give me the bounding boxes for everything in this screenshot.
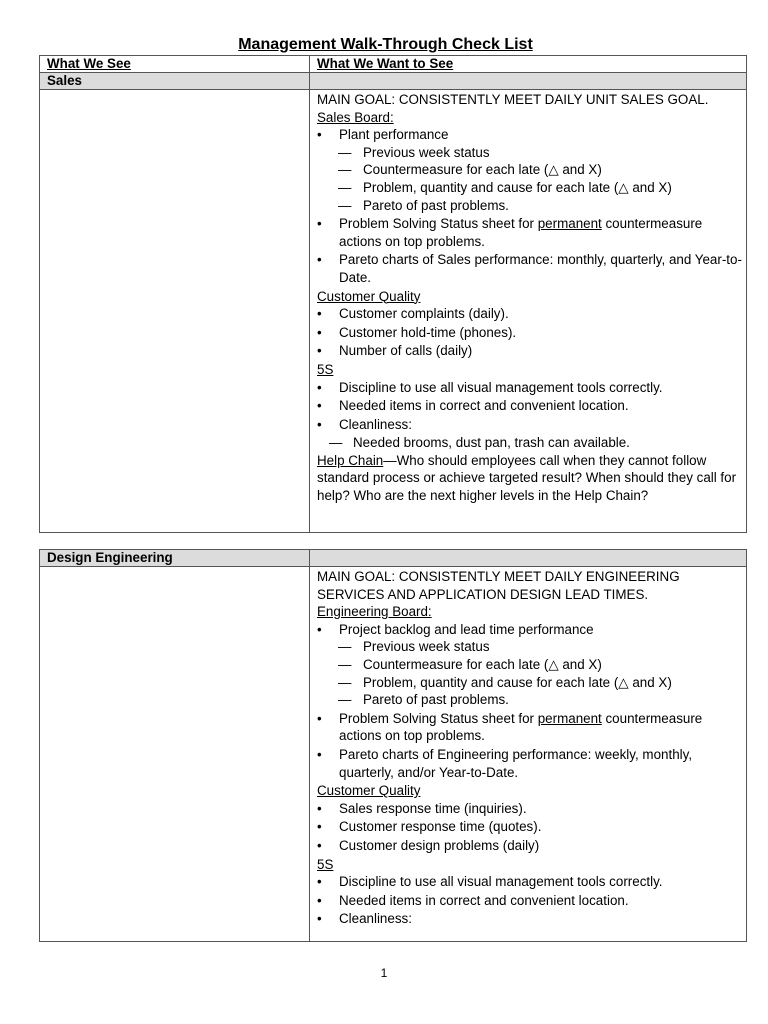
help-chain-heading: Help Chain: [317, 452, 384, 468]
list-item: — Needed brooms, dust pan, trash can available.: [317, 434, 746, 452]
help-chain-text: —Who should employees call when they cannot follow standard process or achieve targeted result? When should they call for help? Who are the next higher levels in the Help Chain?: [317, 452, 737, 504]
list-item: • Pareto charts of Engineering performance: weekly, monthly, quarterly, and/or Year-to-Date.: [317, 746, 746, 781]
engineering-content-row: [40, 567, 747, 942]
list-item: • Discipline to use all visual management tools correctly.: [317, 873, 746, 891]
column-header-what-we-see: What We See: [40, 56, 310, 73]
list-item: • Cleanliness:: [317, 910, 746, 928]
column-header-row: [40, 56, 747, 73]
engineering-what-we-see-cell: [40, 567, 310, 942]
list-item: — Previous week status: [317, 638, 746, 656]
cleanliness-sublist: [317, 434, 746, 452]
page-number: 1: [380, 966, 388, 980]
sales-checklist-table: [39, 55, 747, 533]
list-item: — Countermeasure for each late (△ and X): [317, 656, 746, 674]
engineering-board-list: [317, 621, 746, 781]
section-row-sales: [40, 73, 747, 90]
customer-quality-heading: Customer Quality: [317, 288, 421, 304]
customer-quality-list: [317, 305, 746, 360]
customer-quality-list: [317, 800, 746, 855]
section-title-sales: Sales: [40, 73, 310, 90]
permanent-emphasis: permanent: [537, 710, 602, 726]
engineering-board-heading: Engineering Board:: [317, 604, 432, 620]
problem-solving-text: Problem Solving Status sheet for: [339, 710, 538, 726]
list-item: • Needed items in correct and convenient location.: [317, 397, 746, 415]
sales-what-we-see-cell: [40, 90, 310, 533]
help-chain-paragraph: [317, 452, 746, 505]
list-item: • Customer design problems (daily): [317, 837, 746, 855]
list-item: • Needed items in correct and convenient location.: [317, 892, 746, 910]
list-item: [317, 126, 746, 214]
list-item: [317, 621, 746, 709]
list-item: — Countermeasure for each late (△ and X): [317, 161, 746, 179]
section-blank-cell: [310, 73, 747, 90]
list-item: • Pareto charts of Sales performance: monthly, quarterly, and Year-to-Date.: [317, 251, 746, 286]
problem-solving-text-end: countermeasure actions on top problems.: [339, 710, 703, 744]
list-item: • Customer response time (quotes).: [317, 818, 746, 836]
plant-performance-text: Plant performance: [339, 127, 449, 143]
list-item: — Pareto of past problems.: [317, 197, 746, 215]
sales-content-row: [40, 90, 747, 533]
engineering-what-we-want-cell: [310, 567, 747, 942]
list-item: — Previous week status: [317, 144, 746, 162]
problem-solving-text: Problem Solving Status sheet for: [339, 216, 538, 232]
list-item: [317, 215, 746, 250]
list-item: — Problem, quantity and cause for each late (△ and X): [317, 179, 746, 197]
list-item: • Cleanliness:: [317, 416, 746, 434]
list-item: [317, 710, 746, 745]
column-header-what-we-want: What We Want to See: [310, 56, 747, 73]
list-item: — Problem, quantity and cause for each late (△ and X): [317, 674, 746, 692]
sales-board-list: [317, 126, 746, 286]
customer-quality-heading: Customer Quality: [317, 783, 421, 799]
list-item: • Discipline to use all visual management tools correctly.: [317, 379, 746, 397]
project-backlog-text: Project backlog and lead time performance: [339, 621, 594, 637]
sales-what-we-want-cell: [310, 90, 747, 533]
engineering-checklist-table: [39, 549, 747, 942]
section-row-design-engineering: [40, 550, 747, 567]
fives-heading: 5S: [317, 856, 334, 872]
section-title-design-engineering: Design Engineering: [40, 550, 310, 567]
section-blank-cell: [310, 550, 747, 567]
page-title: Management Walk-Through Check List: [238, 36, 533, 53]
project-backlog-sublist: [317, 638, 746, 708]
fives-list: [317, 379, 746, 434]
fives-list: [317, 873, 746, 928]
list-item: — Pareto of past problems.: [317, 691, 746, 709]
list-item: • Sales response time (inquiries).: [317, 800, 746, 818]
fives-heading: 5S: [317, 361, 334, 377]
list-item: • Customer complaints (daily).: [317, 305, 746, 323]
permanent-emphasis: permanent: [537, 216, 602, 232]
problem-solving-text-end: countermeasure actions on top problems.: [339, 216, 703, 249]
plant-performance-sublist: [317, 144, 746, 214]
list-item: • Number of calls (daily): [317, 342, 746, 360]
sales-board-heading: Sales Board:: [317, 109, 394, 125]
list-item: • Customer hold-time (phones).: [317, 324, 746, 342]
engineering-main-goal: MAIN GOAL: CONSISTENTLY MEET DAILY ENGINEERING SERVICES AND APPLICATION DESIGN LEAD TIMES.: [317, 569, 680, 602]
sales-main-goal: MAIN GOAL: CONSISTENTLY MEET DAILY UNIT SALES GOAL.: [317, 92, 709, 107]
